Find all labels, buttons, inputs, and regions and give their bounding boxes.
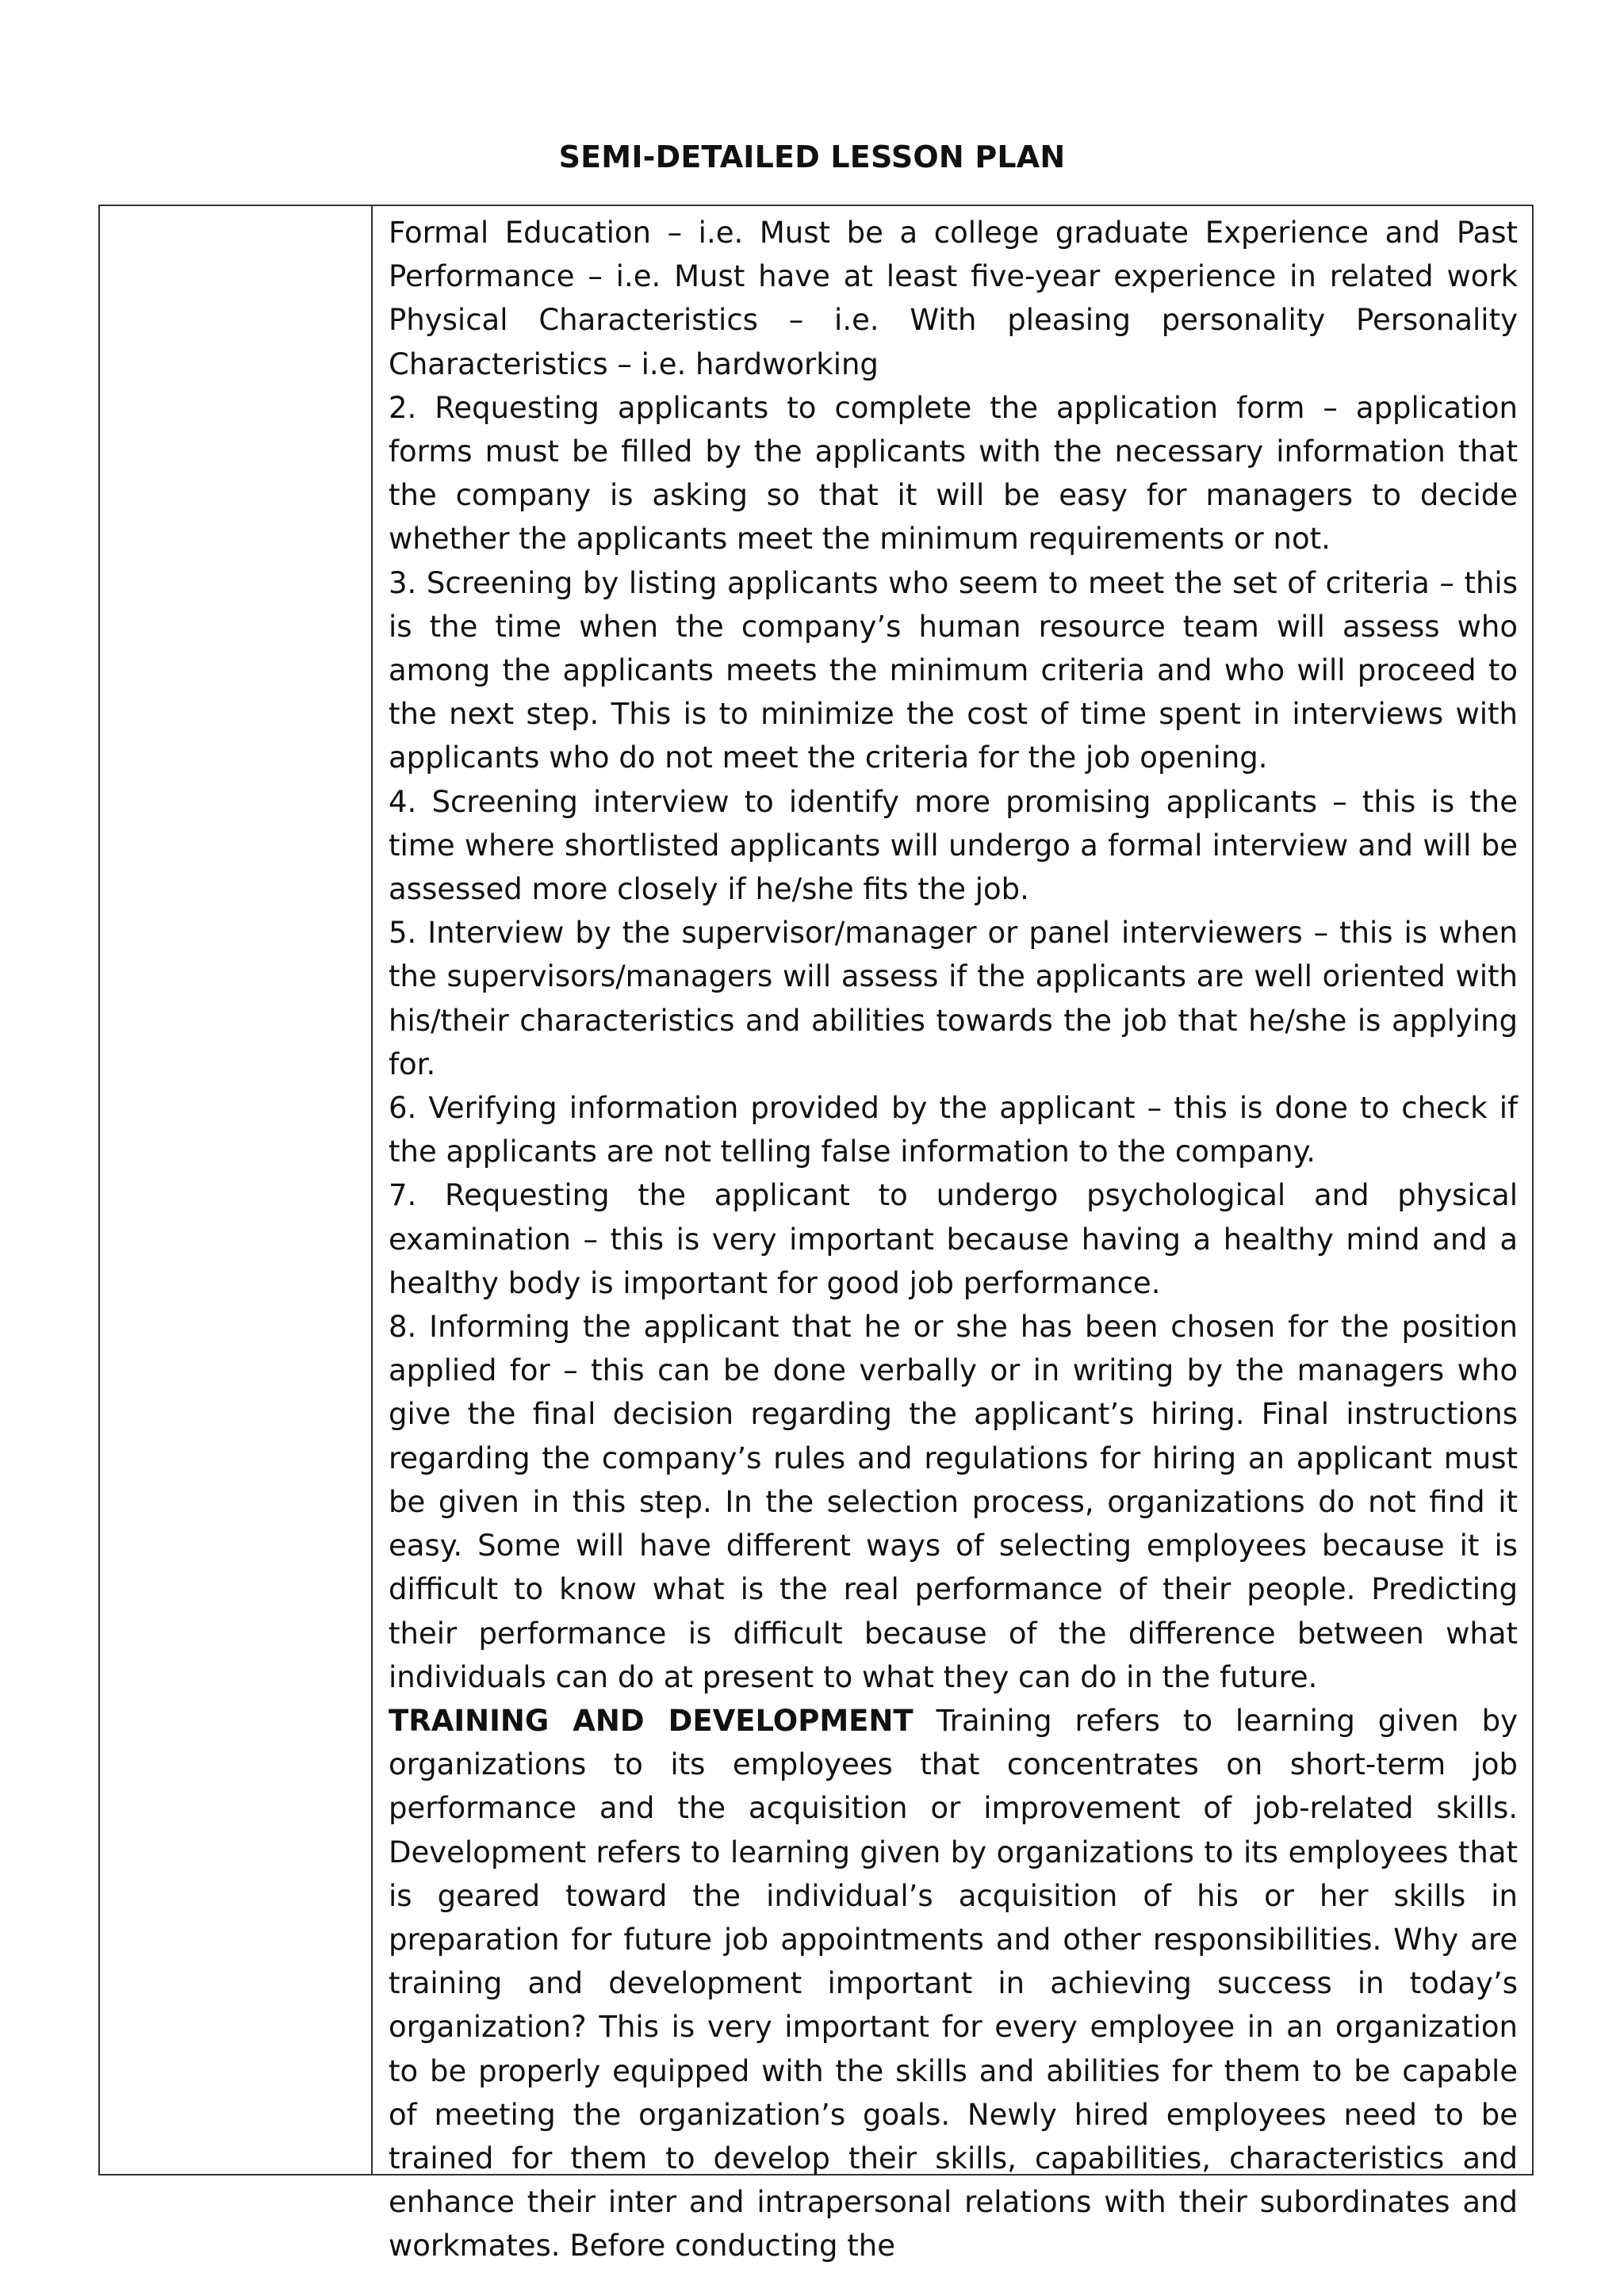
paragraph-step-4: 4. Screening interview to identify more promising applicants – this is the time where shortlisted applicants will undergo a formal interview and will be assessed more closely if he/she fits the job.	[389, 784, 1518, 907]
paragraph-step-7: 7. Requesting the applicant to undergo psychological and physical examination – this is very important because having a healthy mind and a healthy body is important for good job performance.	[389, 1178, 1518, 1300]
paragraph-step-6: 6. Verifying information provided by the applicant – this is done to check if the applicants are not telling false information to the company.	[389, 1091, 1518, 1169]
paragraph-step-8: 8. Informing the applicant that he or she has been chosen for the position applied for – this can be done verbally or in writing by the managers who give the final decision regarding the applicant’s hiring. Final instructions regarding the company’s rules and regulations for hiring an applicant must be given in this step. In the selection process, organizations do not find it easy. Some will have different ways of selecting employees because it is difficult to know what is the real performance of their people. Predicting their performance is difficult because of the difference between what individuals can do at present to what they can do in the future.	[389, 1310, 1518, 1694]
paragraph-step-2: 2. Requesting applicants to complete the application form – application forms must be filled by the applicants with the necessary information that the company is asking so that it will be easy for managers to decide whether the applicants meet the minimum requirements or not.	[389, 390, 1518, 557]
paragraph-step-3: 3. Screening by listing applicants who seem to meet the set of criteria – this is the time when the company’s human resource team will assess who among the applicants meets the minimum criteria and who will proceed to the next step. This is to minimize the cost of time spent in interviews with applicants who do not meet the criteria for the job opening.	[389, 565, 1518, 775]
table-right-column	[373, 206, 1532, 2263]
page-title: SEMI-DETAILED LESSON PLAN	[558, 140, 1066, 174]
paragraph-selection-criteria: Formal Education – i.e. Must be a college graduate Experience and Past Performance – i.e. Must have at least five-year experience in related work Physical Characteristics – i.e. With pleasing personality Personality Characteristics – i.e. hardworking	[389, 216, 1518, 381]
table-left-column	[100, 206, 373, 2174]
training-development-text: Training refers to learning given by organizations to its employees that concentrates on short-term job performance and the acquisition or improvement of job-related skills. Development refers to learning given by organizations to its employees that is geared toward the individual’s acquisition of his or her skills in preparation for future job appointments and other responsibilities. Why are training and development important in achieving success in today’s organization? This is very important for every employee in an organization to be properly equipped with the skills and abilities for them to be capable of meeting the organization’s goals. Newly hired employees need to be trained for them to develop their skills, capabilities, characteristics and enhance their inter and intrapersonal relations with their subordinates and workmates. Before conducting the	[389, 1703, 1518, 2263]
training-development-heading: TRAINING AND DEVELOPMENT	[389, 1703, 914, 1738]
lesson-plan-table	[98, 205, 1534, 2263]
paragraph-training-development	[389, 1699, 1518, 2268]
paragraph-step-5: 5. Interview by the supervisor/manager or panel interviewers – this is when the supervisors/managers will assess if the applicants are well oriented with his/their characteristics and abilities towards the job that he/she is applying for.	[389, 916, 1518, 1081]
